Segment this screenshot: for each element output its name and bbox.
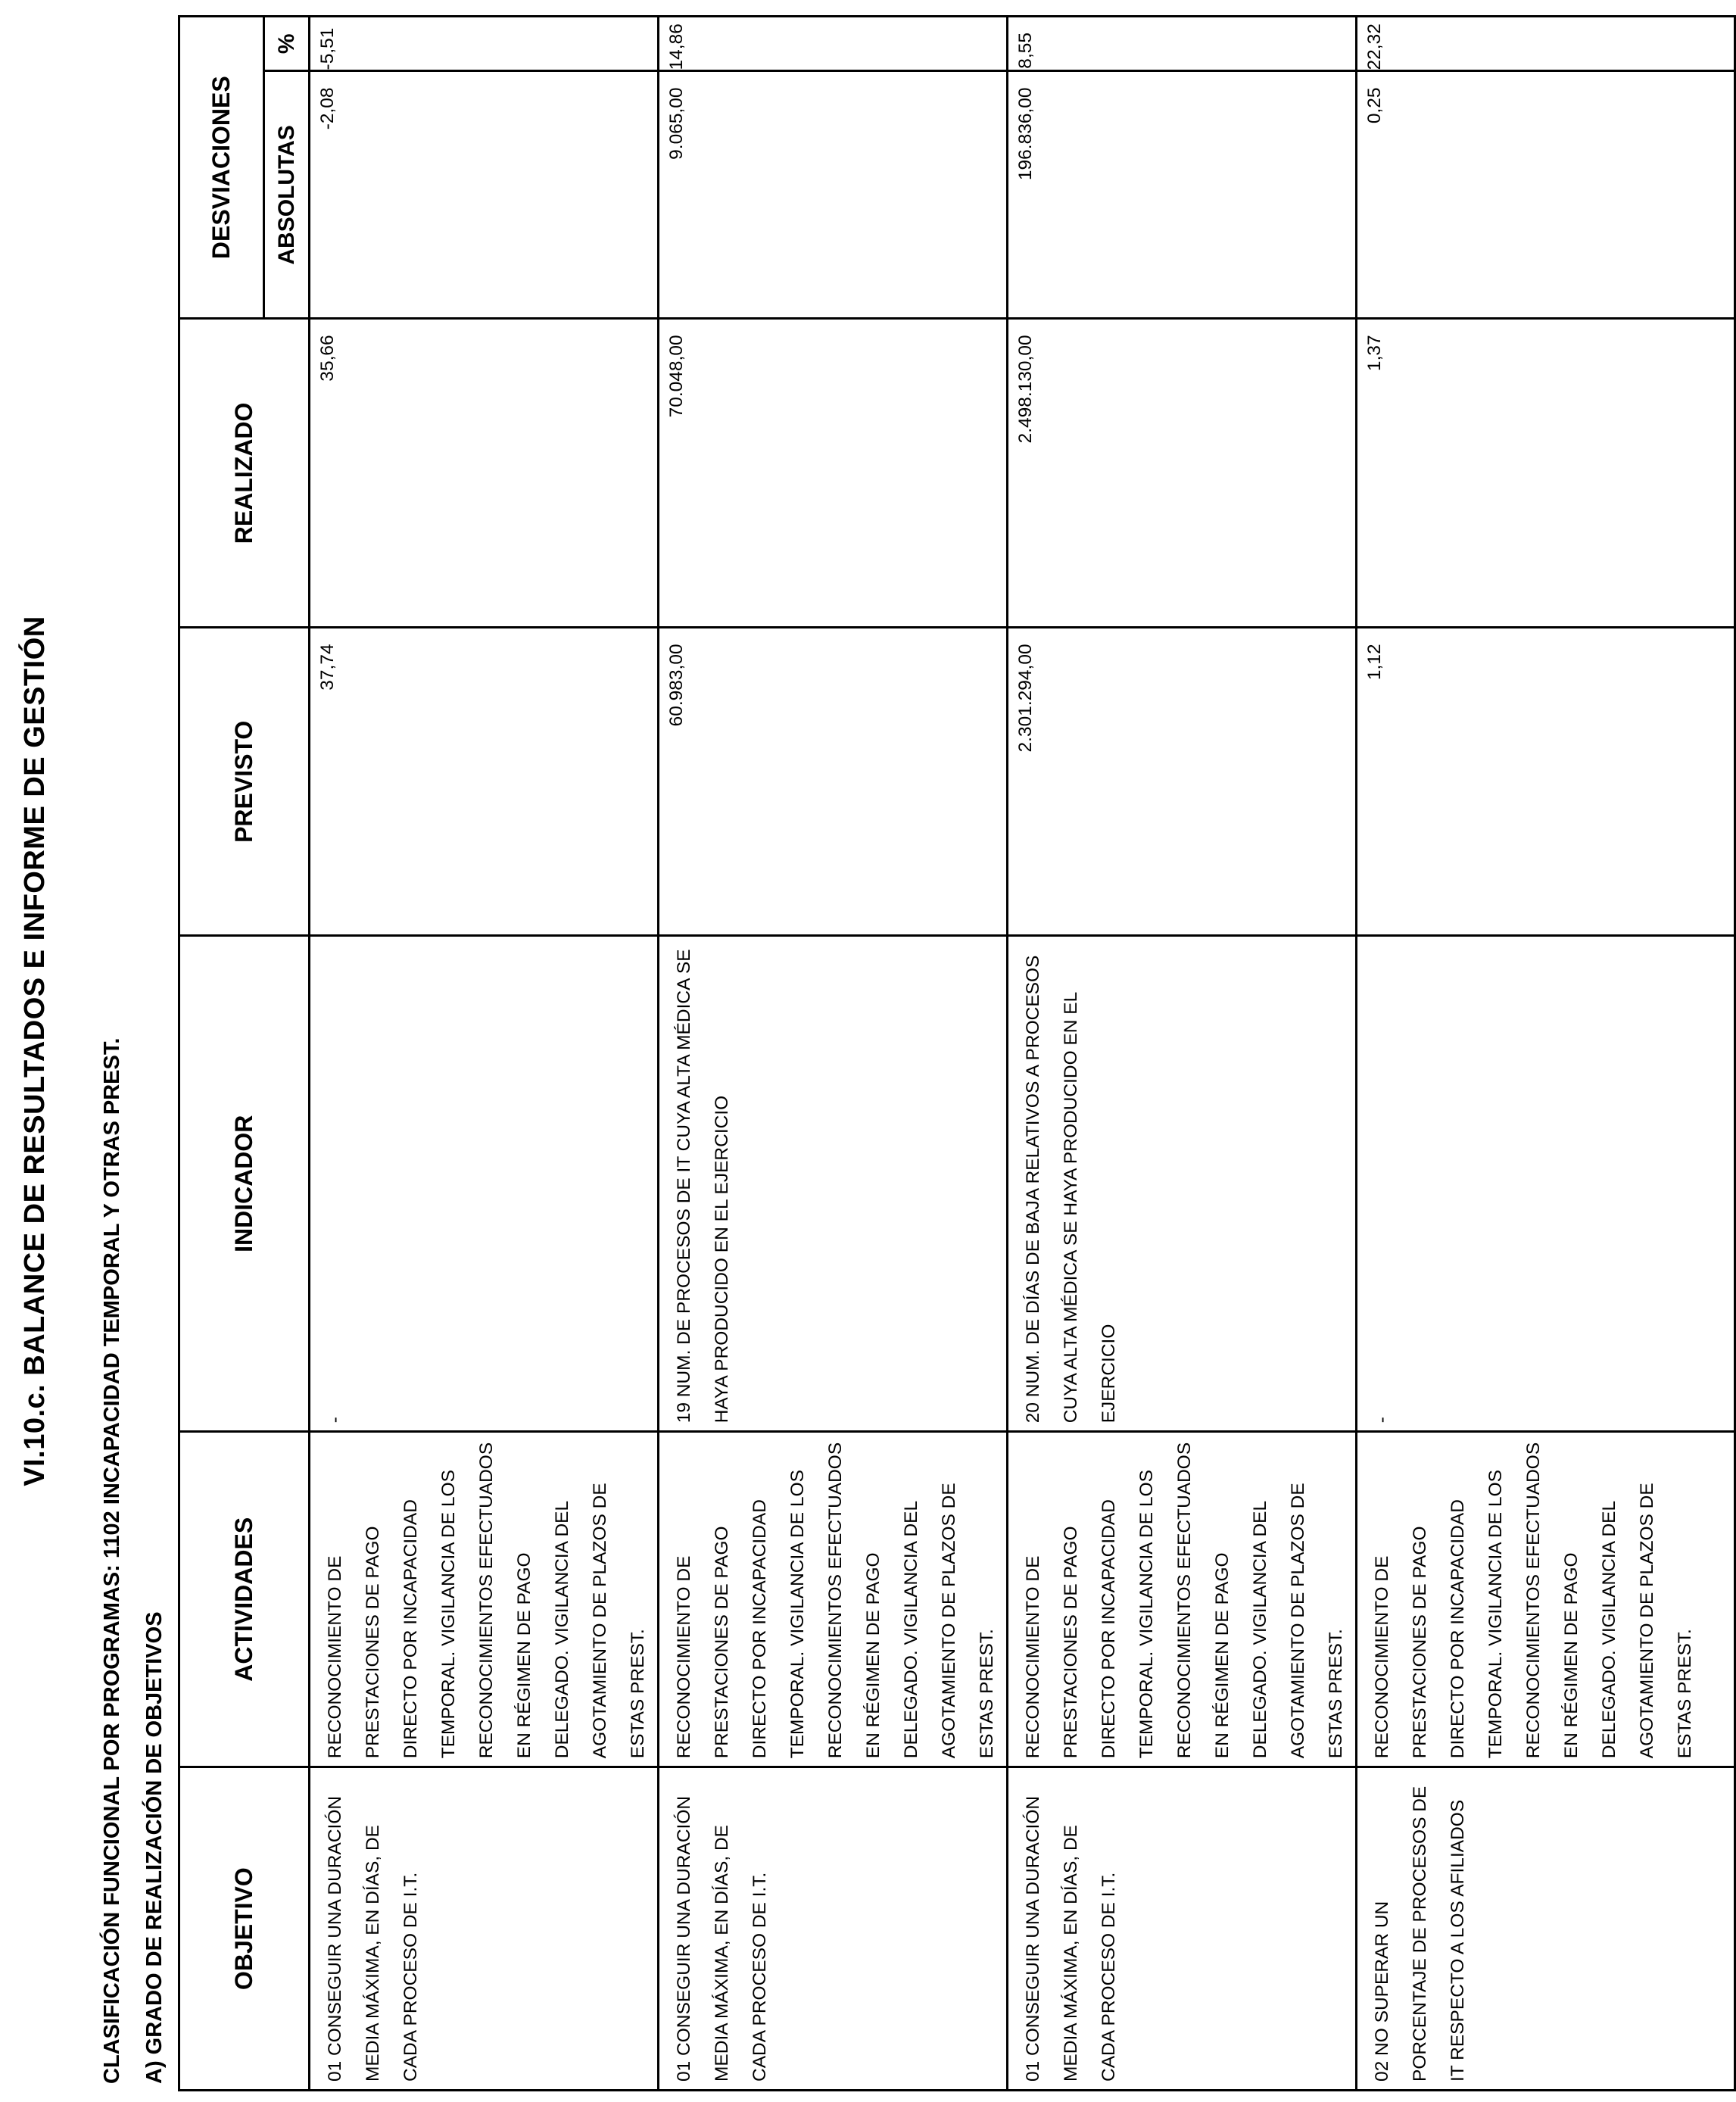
- actividades-cell: RECONOCIMIENTO DE PRESTACIONES DE PAGO DIRECTO POR INCAPACIDAD TEMPORAL. VIGILANCIA DE LOS RECONOCIMIENTOS EFECTUADOS EN RÉGIMEN DE PAGO DELEGADO. VIGILANCIA DEL AGOTAMIENTO DE PLAZOS DE ESTAS PREST.: [659, 1432, 1008, 1767]
- page-title: VI.10.c. BALANCE DE RESULTADOS E INFORME DE GESTIÓN: [19, 616, 51, 1486]
- realizado-cell: 1,37: [1357, 319, 1735, 628]
- actividades-cell: RECONOCIMIENTO DE PRESTACIONES DE PAGO DIRECTO POR INCAPACIDAD TEMPORAL. VIGILANCIA DE LOS RECONOCIMIENTOS EFECTUADOS EN RÉGIMEN DE PAGO DELEGADO. VIGILANCIA DEL AGOTAMIENTO DE PLAZOS DE ESTAS PREST.: [1357, 1432, 1735, 1767]
- header-absolutas: ABSOLUTAS: [264, 71, 310, 319]
- header-objetivo: OBJETIVO: [179, 1767, 310, 2091]
- realizado-cell: 2.498.130,00: [1008, 319, 1357, 628]
- realizado-cell: 35,66: [310, 319, 659, 628]
- objetivo-cell: 01 CONSEGUIR UNA DURACIÓN MEDIA MÁXIMA, EN DÍAS, DE CADA PROCESO DE I.T.: [659, 1767, 1008, 2091]
- indicador-cell: -: [310, 936, 659, 1432]
- table-row: [1357, 17, 1735, 2091]
- realizado-cell: 70.048,00: [659, 319, 1008, 628]
- porcentaje-cell: -5,51: [310, 17, 659, 71]
- absolutas-cell: -2,08: [310, 71, 659, 319]
- table-row: [659, 17, 1008, 2091]
- header-indicador: INDICADOR: [179, 936, 310, 1432]
- actividades-cell: RECONOCIMIENTO DE PRESTACIONES DE PAGO DIRECTO POR INCAPACIDAD TEMPORAL. VIGILANCIA DE LOS RECONOCIMIENTOS EFECTUADOS EN RÉGIMEN DE PAGO DELEGADO. VIGILANCIA DEL AGOTAMIENTO DE PLAZOS DE ESTAS PREST.: [1008, 1432, 1357, 1767]
- objetivo-cell: 01 CONSEGUIR UNA DURACIÓN MEDIA MÁXIMA, EN DÍAS, DE CADA PROCESO DE I.T.: [310, 1767, 659, 2091]
- indicador-cell: 20 NUM. DE DÍAS DE BAJA RELATIVOS A PROCESOS CUYA ALTA MÉDICA SE HAYA PRODUCIDO EN EL EJERCICIO: [1008, 936, 1357, 1432]
- header-previsto: PREVISTO: [179, 628, 310, 936]
- program-classification: CLASIFICACIÓN FUNCIONAL POR PROGRAMAS: 1102 INCAPACIDAD TEMPORAL Y OTRAS PREST.: [100, 1037, 124, 2084]
- header-desviaciones: DESVIACIONES: [179, 17, 264, 319]
- previsto-cell: 2.301.294,00: [1008, 628, 1357, 936]
- indicador-cell: 19 NUM. DE PROCESOS DE IT CUYA ALTA MÉDICA SE HAYA PRODUCIDO EN EL EJERCICIO: [659, 936, 1008, 1432]
- header-actividades: ACTIVIDADES: [179, 1432, 310, 1767]
- porcentaje-cell: 22,32: [1357, 17, 1735, 71]
- objectives-table: [178, 15, 1736, 2091]
- absolutas-cell: 0,25: [1357, 71, 1735, 319]
- table-row: [310, 17, 659, 2091]
- absolutas-cell: 9.065,00: [659, 71, 1008, 319]
- absolutas-cell: 196.836,00: [1008, 71, 1357, 319]
- objetivo-cell: 02 NO SUPERAR UN PORCENTAJE DE PROCESOS DE IT RESPECTO A LOS AFILIADOS: [1357, 1767, 1735, 2091]
- section-heading: A) GRADO DE REALIZACIÓN DE OBJETIVOS: [142, 1611, 167, 2084]
- header-row: [179, 17, 264, 2091]
- actividades-cell: RECONOCIMIENTO DE PRESTACIONES DE PAGO DIRECTO POR INCAPACIDAD TEMPORAL. VIGILANCIA DE LOS RECONOCIMIENTOS EFECTUADOS EN RÉGIMEN DE PAGO DELEGADO. VIGILANCIA DEL AGOTAMIENTO DE PLAZOS DE ESTAS PREST.: [310, 1432, 659, 1767]
- porcentaje-cell: 8,55: [1008, 17, 1357, 71]
- objetivo-cell: 01 CONSEGUIR UNA DURACIÓN MEDIA MÁXIMA, EN DÍAS, DE CADA PROCESO DE I.T.: [1008, 1767, 1357, 2091]
- header-porcentaje: %: [264, 17, 310, 71]
- previsto-cell: 37,74: [310, 628, 659, 936]
- porcentaje-cell: 14,86: [659, 17, 1008, 71]
- previsto-cell: 1,12: [1357, 628, 1735, 936]
- header-realizado: REALIZADO: [179, 319, 310, 628]
- table-row: [1008, 17, 1357, 2091]
- indicador-cell: -: [1357, 936, 1735, 1432]
- previsto-cell: 60.983,00: [659, 628, 1008, 936]
